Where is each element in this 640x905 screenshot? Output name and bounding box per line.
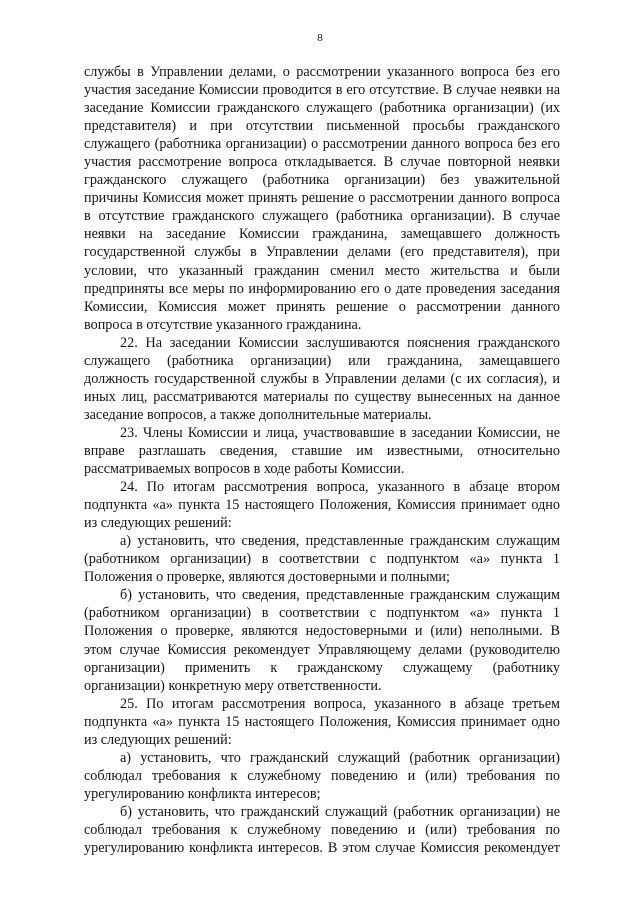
- text-line: в отсутствие гражданского служащего (работника организации). В случае: [84, 208, 560, 225]
- text-line: условии, что указанный гражданин сменил место жительства и были: [84, 262, 560, 279]
- text-line: а) установить, что гражданский служащий (работник организации): [120, 749, 560, 766]
- text-line: б) установить, что сведения, представленные гражданским служащим: [120, 587, 560, 604]
- text-line: подпункта «а» пункта 15 настоящего Положения, Комиссия принимает одно: [84, 713, 560, 730]
- text-line: (работником организации) в соответствии с подпунктом «а» пункта 1: [84, 605, 560, 622]
- text-line: организации) применить к гражданскому служащему (работнику: [84, 659, 560, 676]
- text-line: Положения о проверке, являются достоверными и полными;: [84, 569, 450, 586]
- text-line: представителя) и при отсутствии письменной просьбы гражданского: [84, 118, 560, 135]
- text-line: служащего (работника организации) о рассмотрении данного вопроса без его: [84, 136, 560, 153]
- text-line: из следующих решений:: [84, 515, 232, 532]
- text-line: должность государственной службы в Управлении делами (с их согласия), и: [84, 370, 560, 387]
- text-line: (работником организации) в соответствии с подпунктом «а» пункта 1: [84, 551, 560, 568]
- text-line: заседание вопросов, а также дополнительные материалы.: [84, 406, 432, 423]
- text-line: 24. По итогам рассмотрения вопроса, указанного в абзаце втором: [120, 479, 560, 496]
- text-line: из следующих решений:: [84, 731, 232, 748]
- text-line: предприняты все меры по информированию его о дате проведения заседания: [84, 280, 560, 297]
- text-line: Положения о проверке, являются недостоверными и (или) неполными. В: [84, 623, 560, 640]
- text-line: гражданского служащего (работника организации) без уважительной: [84, 172, 560, 189]
- text-line: рассматриваемых вопросов в ходе работы Комиссии.: [84, 461, 405, 478]
- text-line: Комиссии, Комиссия может принять решение о рассмотрении данного: [84, 298, 560, 315]
- text-line: участия заседание Комиссии проводится в его отсутствие. В случае неявки на: [84, 82, 560, 99]
- body-text: [84, 63, 560, 857]
- text-line: соблюдал требования к служебному поведению и (или) требования по: [84, 821, 560, 838]
- text-line: вправе разглашать сведения, ставшие им известными, относительно: [84, 442, 560, 459]
- text-line: причины Комиссия может принять решение о рассмотрении данного вопроса: [84, 190, 560, 207]
- text-line: соблюдал требования к служебному поведению и (или) требования по: [84, 767, 560, 784]
- text-line: урегулированию конфликта интересов;: [84, 785, 321, 802]
- text-line: 22. На заседании Комиссии заслушиваются пояснения гражданского: [120, 334, 560, 351]
- text-line: а) установить, что сведения, представленные гражданским служащим: [120, 533, 560, 550]
- text-line: службы в Управлении делами, о рассмотрении указанного вопроса без его: [84, 64, 560, 80]
- text-line: заседание Комиссии гражданского служащего (работника организации) (их: [84, 100, 560, 117]
- text-line: иных лиц, рассматриваются материалы по существу вынесенных на данное: [84, 388, 560, 405]
- text-line: подпункта «а» пункта 15 настоящего Положения, Комиссия принимает одно: [84, 497, 560, 514]
- text-line: участия рассмотрение вопроса откладывается. В случае повторной неявки: [84, 154, 560, 171]
- text-line: 25. По итогам рассмотрения вопроса, указанного в абзаце третьем: [120, 695, 560, 712]
- text-line: этом случае Комиссия рекомендует Управляющему делами (руководителю: [84, 641, 560, 658]
- text-line: служащего (работника организации) или гражданина, замещавшего: [84, 352, 560, 369]
- text-line: 23. Члены Комиссии и лица, участвовавшие в заседании Комиссии, не: [120, 424, 560, 441]
- page-number: 8: [317, 32, 323, 44]
- text-line: урегулированию конфликта интересов. В этом случае Комиссия рекомендует: [84, 840, 560, 857]
- text-line: организации) конкретную меру ответственности.: [84, 677, 382, 694]
- text-line: неявки на заседание Комиссии гражданина, замещавшего должность: [84, 226, 560, 243]
- text-line: б) установить, что гражданский служащий (работник организации) не: [120, 803, 560, 820]
- text-line: вопроса в отсутствие указанного гражданина.: [84, 316, 362, 333]
- text-line: государственной службы в Управлении делами (его представителя), при: [84, 244, 560, 261]
